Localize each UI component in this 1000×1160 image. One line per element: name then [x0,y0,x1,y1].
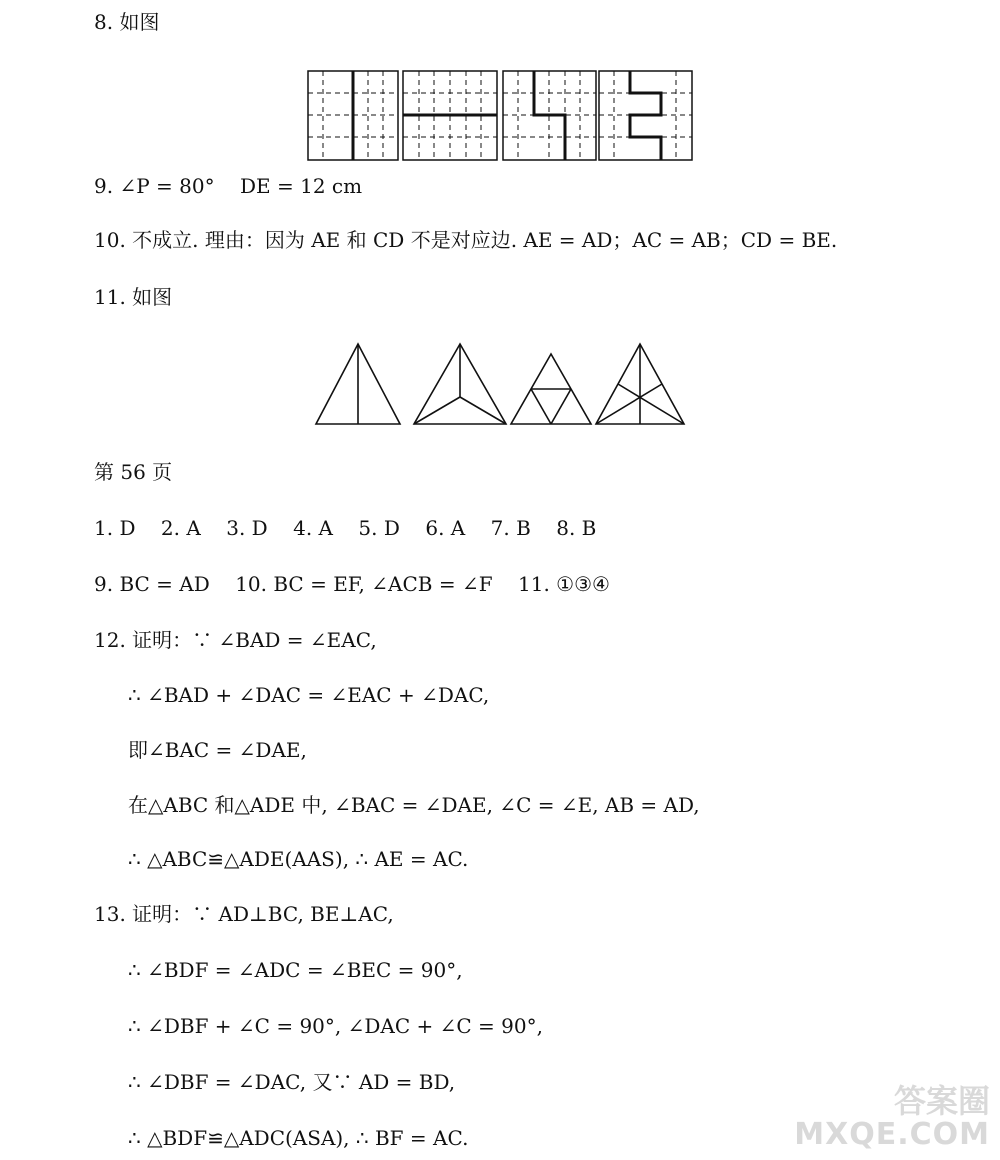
answer-8: 8. 如图 [94,10,160,34]
proof-12-line-2: ∴ ∠BAD + ∠DAC = ∠EAC + ∠DAC, [128,683,490,707]
proof-12-line-5: ∴ △ABC≌△ADE(AAS), ∴ AE = AC. [128,847,469,871]
proof-13-line-2: ∴ ∠BDF = ∠ADC = ∠BEC = 90°, [128,958,463,982]
answer-9: 9. ∠P = 80° DE = 12 cm [94,174,363,198]
proof-12-line-3: 即∠BAC = ∠DAE, [128,738,307,762]
proof-12-line-4: 在△ABC 和△ADE 中, ∠BAC = ∠DAE, ∠C = ∠E, AB = AD, [128,793,700,817]
proof-13-line-5: ∴ △BDF≌△ADC(ASA), ∴ BF = AC. [128,1126,469,1150]
grid-partition-figure [306,70,696,162]
watermark-top: 答案圈 [893,1082,990,1120]
choice-answers: 1. D 2. A 3. D 4. A 5. D 6. A 7. B 8. B [94,516,597,540]
page-heading: 第 56 页 [94,460,173,484]
proof-13-line-1: 13. 证明：∵ AD⊥BC, BE⊥AC, [94,902,394,926]
answer-11: 11. 如图 [94,285,173,309]
triangle-division-figure [310,338,694,428]
proof-12-line-1: 12. 证明：∵ ∠BAD = ∠EAC, [94,628,377,652]
proof-13-line-3: ∴ ∠DBF + ∠C = 90°, ∠DAC + ∠C = 90°, [128,1014,543,1038]
fill-answers: 9. BC = AD 10. BC = EF, ∠ACB = ∠F 11. ①③④ [94,572,610,596]
answer-10: 10. 不成立. 理由：因为 AE 和 CD 不是对应边. AE = AD；AC = AB；CD = BE. [94,228,838,252]
watermark [794,1084,990,1152]
proof-13-line-4: ∴ ∠DBF = ∠DAC, 又∵ AD = BD, [128,1070,456,1094]
watermark-bottom: MXQE.COM [794,1117,990,1152]
